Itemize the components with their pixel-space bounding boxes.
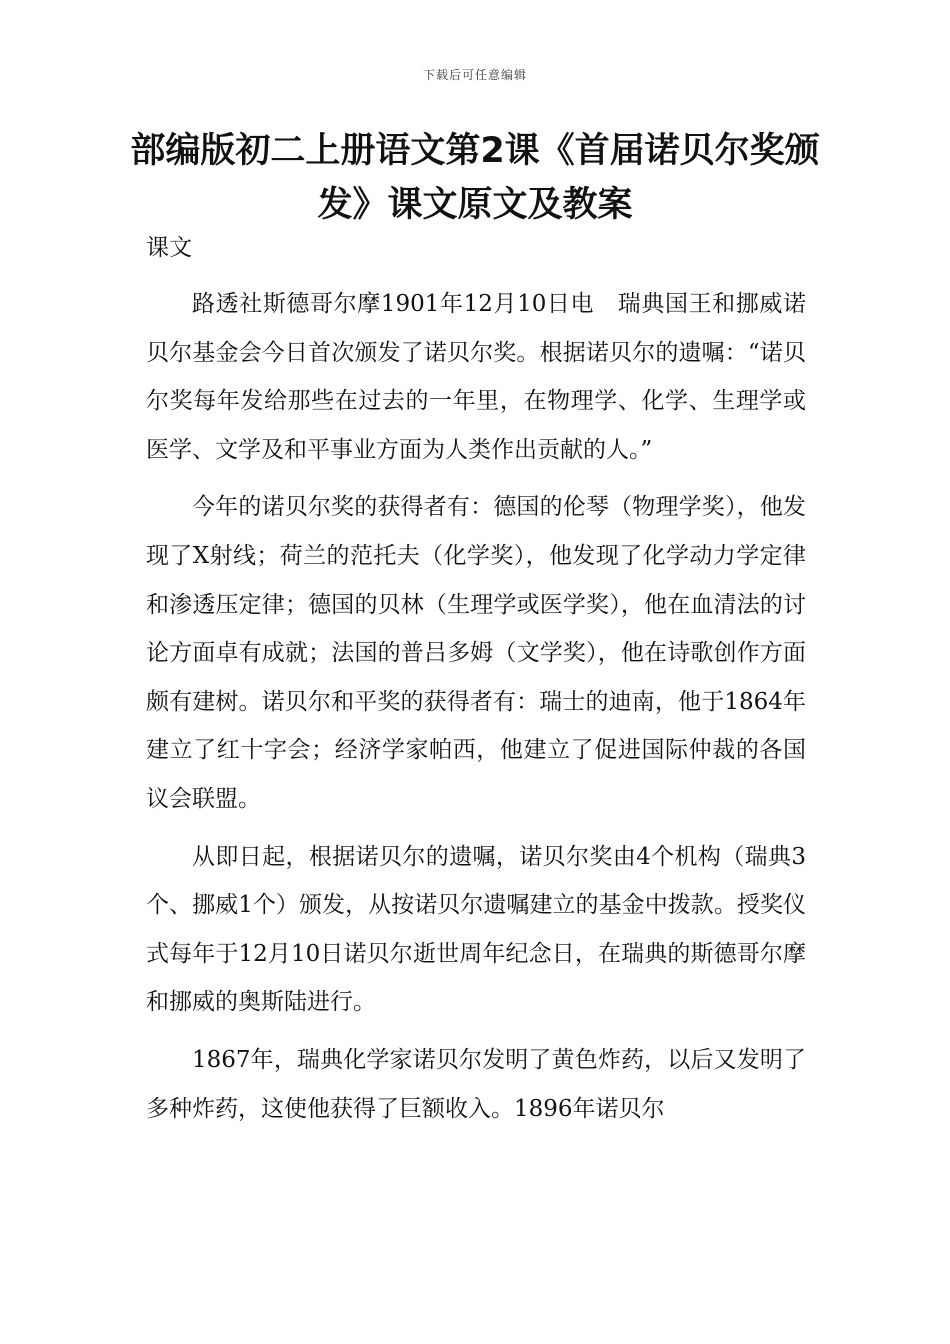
paragraph: 今年的诺贝尔奖的获得者有：德国的伦琴（物理学奖），他发现了X射线；荷兰的范托夫（化学奖），他发现了化学动力学定律和渗透压定律；德国的贝林（生理学或医学奖），他在血清法的讨论方面卓有成就；法国的普吕多姆（文学奖），他在诗歌创作方面颇有建树。诺贝尔和平奖的获得者有：瑞士的迪南，他于1864年建立了红十字会；经济学家帕西，他建立了促进国际仲裁的各国议会联盟。 [146,494,806,812]
section-label: 课文 [146,235,192,261]
header-note: 下载后可任意编辑 [422,68,527,82]
paragraph: 1867年，瑞典化学家诺贝尔发明了黄色炸药，以后又发明了多种炸药，这使他获得了巨额收入。1896年诺贝尔 [146,1046,806,1122]
paragraph: 路透社斯德哥尔摩1901年12月10日电 瑞典国王和挪威诺贝尔基金会今日首次颁发了诺贝尔奖。根据诺贝尔的遗嘱：“诺贝尔奖每年发给那些在过去的一年里，在物理学、化学、生理学或医学、文学及和平事业方面为人类作出贡献的人。” [146,291,806,463]
article-body [146,280,806,1142]
paragraph: 从即日起，根据诺贝尔的遗嘱，诺贝尔奖由4个机构（瑞典3个、挪威1个）颁发，从按诺贝尔遗嘱建立的基金中拨款。授奖仪式每年于12月10日诺贝尔逝世周年纪念日，在瑞典的斯德哥尔摩和挪威的奥斯陆进行。 [146,843,806,1016]
document-title: 部编版初二上册语文第2课《首届诺贝尔奖颁发》课文原文及教案 [130,131,820,225]
